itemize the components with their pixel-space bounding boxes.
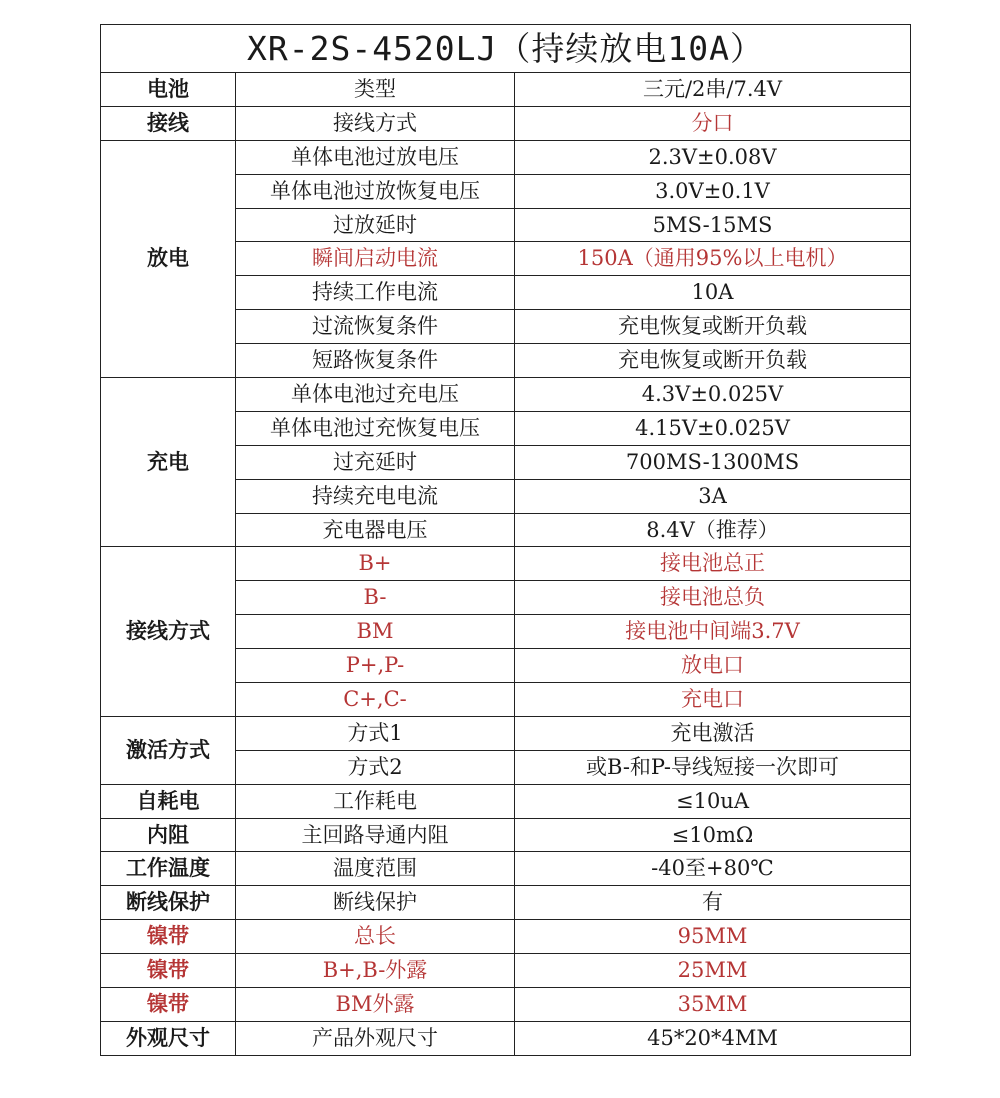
category-cell: 电池	[101, 73, 236, 107]
table-row	[101, 988, 911, 1022]
value-cell: ≤10mΩ	[515, 818, 911, 852]
table-row	[101, 547, 911, 581]
value-cell: 充电口	[515, 683, 911, 717]
value-cell: 35MM	[515, 988, 911, 1022]
category-cell: 激活方式	[101, 716, 236, 784]
value-cell: 放电口	[515, 649, 911, 683]
value-cell: 接电池总负	[515, 581, 911, 615]
param-cell: 接线方式	[236, 106, 515, 140]
param-cell: 单体电池过放电压	[236, 140, 515, 174]
category-cell: 镍带	[101, 954, 236, 988]
param-cell: 单体电池过充电压	[236, 378, 515, 412]
category-cell: 镍带	[101, 920, 236, 954]
param-cell: 过放延时	[236, 208, 515, 242]
table-row	[101, 818, 911, 852]
param-cell: 单体电池过充恢复电压	[236, 411, 515, 445]
table-row	[101, 920, 911, 954]
param-cell: 单体电池过放恢复电压	[236, 174, 515, 208]
value-cell: 充电恢复或断开负载	[515, 344, 911, 378]
param-cell: C+,C-	[236, 683, 515, 717]
value-cell: 或B-和P-导线短接一次即可	[515, 750, 911, 784]
param-cell: B+	[236, 547, 515, 581]
table-row	[101, 886, 911, 920]
value-cell: 有	[515, 886, 911, 920]
table-row	[101, 1021, 911, 1055]
value-cell: 25MM	[515, 954, 911, 988]
value-cell: 95MM	[515, 920, 911, 954]
table-row	[101, 716, 911, 750]
table-row	[101, 73, 911, 107]
param-cell: 总长	[236, 920, 515, 954]
category-cell: 充电	[101, 378, 236, 547]
param-cell: 充电器电压	[236, 513, 515, 547]
param-cell: 产品外观尺寸	[236, 1021, 515, 1055]
value-cell: 700MS-1300MS	[515, 445, 911, 479]
value-cell: 充电激活	[515, 716, 911, 750]
param-cell: B+,B-外露	[236, 954, 515, 988]
param-cell: 持续充电电流	[236, 479, 515, 513]
value-cell: 4.15V±0.025V	[515, 411, 911, 445]
category-cell: 工作温度	[101, 852, 236, 886]
value-cell: 150A（通用95%以上电机）	[515, 242, 911, 276]
value-cell: 10A	[515, 276, 911, 310]
value-cell: 5MS-15MS	[515, 208, 911, 242]
category-cell: 镍带	[101, 988, 236, 1022]
table-row	[101, 106, 911, 140]
param-cell: P+,P-	[236, 649, 515, 683]
value-cell: 45*20*4MM	[515, 1021, 911, 1055]
param-cell: 断线保护	[236, 886, 515, 920]
param-cell: 工作耗电	[236, 784, 515, 818]
title-row	[101, 25, 911, 73]
table-row	[101, 140, 911, 174]
param-cell: 过充延时	[236, 445, 515, 479]
category-cell: 放电	[101, 140, 236, 377]
table-row	[101, 784, 911, 818]
param-cell: BM外露	[236, 988, 515, 1022]
value-cell: -40至+80℃	[515, 852, 911, 886]
param-cell: 方式1	[236, 716, 515, 750]
category-cell: 外观尺寸	[101, 1021, 236, 1055]
value-cell: 4.3V±0.025V	[515, 378, 911, 412]
value-cell: 充电恢复或断开负载	[515, 310, 911, 344]
param-cell: 类型	[236, 73, 515, 107]
value-cell: 8.4V（推荐）	[515, 513, 911, 547]
value-cell: 分口	[515, 106, 911, 140]
param-cell: 短路恢复条件	[236, 344, 515, 378]
param-cell: 瞬间启动电流	[236, 242, 515, 276]
category-cell: 内阻	[101, 818, 236, 852]
param-cell: BM	[236, 615, 515, 649]
param-cell: 方式2	[236, 750, 515, 784]
table-row	[101, 954, 911, 988]
param-cell: 主回路导通内阻	[236, 818, 515, 852]
table-title: XR-2S-4520LJ（持续放电10A）	[101, 25, 911, 73]
spec-table	[100, 24, 911, 1056]
category-cell: 接线	[101, 106, 236, 140]
category-cell: 接线方式	[101, 547, 236, 716]
value-cell: 接电池总正	[515, 547, 911, 581]
table-row	[101, 852, 911, 886]
category-cell: 自耗电	[101, 784, 236, 818]
table-row	[101, 378, 911, 412]
param-cell: B-	[236, 581, 515, 615]
param-cell: 持续工作电流	[236, 276, 515, 310]
param-cell: 温度范围	[236, 852, 515, 886]
category-cell: 断线保护	[101, 886, 236, 920]
value-cell: 接电池中间端3.7V	[515, 615, 911, 649]
value-cell: 3.0V±0.1V	[515, 174, 911, 208]
value-cell: 2.3V±0.08V	[515, 140, 911, 174]
value-cell: 3A	[515, 479, 911, 513]
value-cell: 三元/2串/7.4V	[515, 73, 911, 107]
param-cell: 过流恢复条件	[236, 310, 515, 344]
value-cell: ≤10uA	[515, 784, 911, 818]
